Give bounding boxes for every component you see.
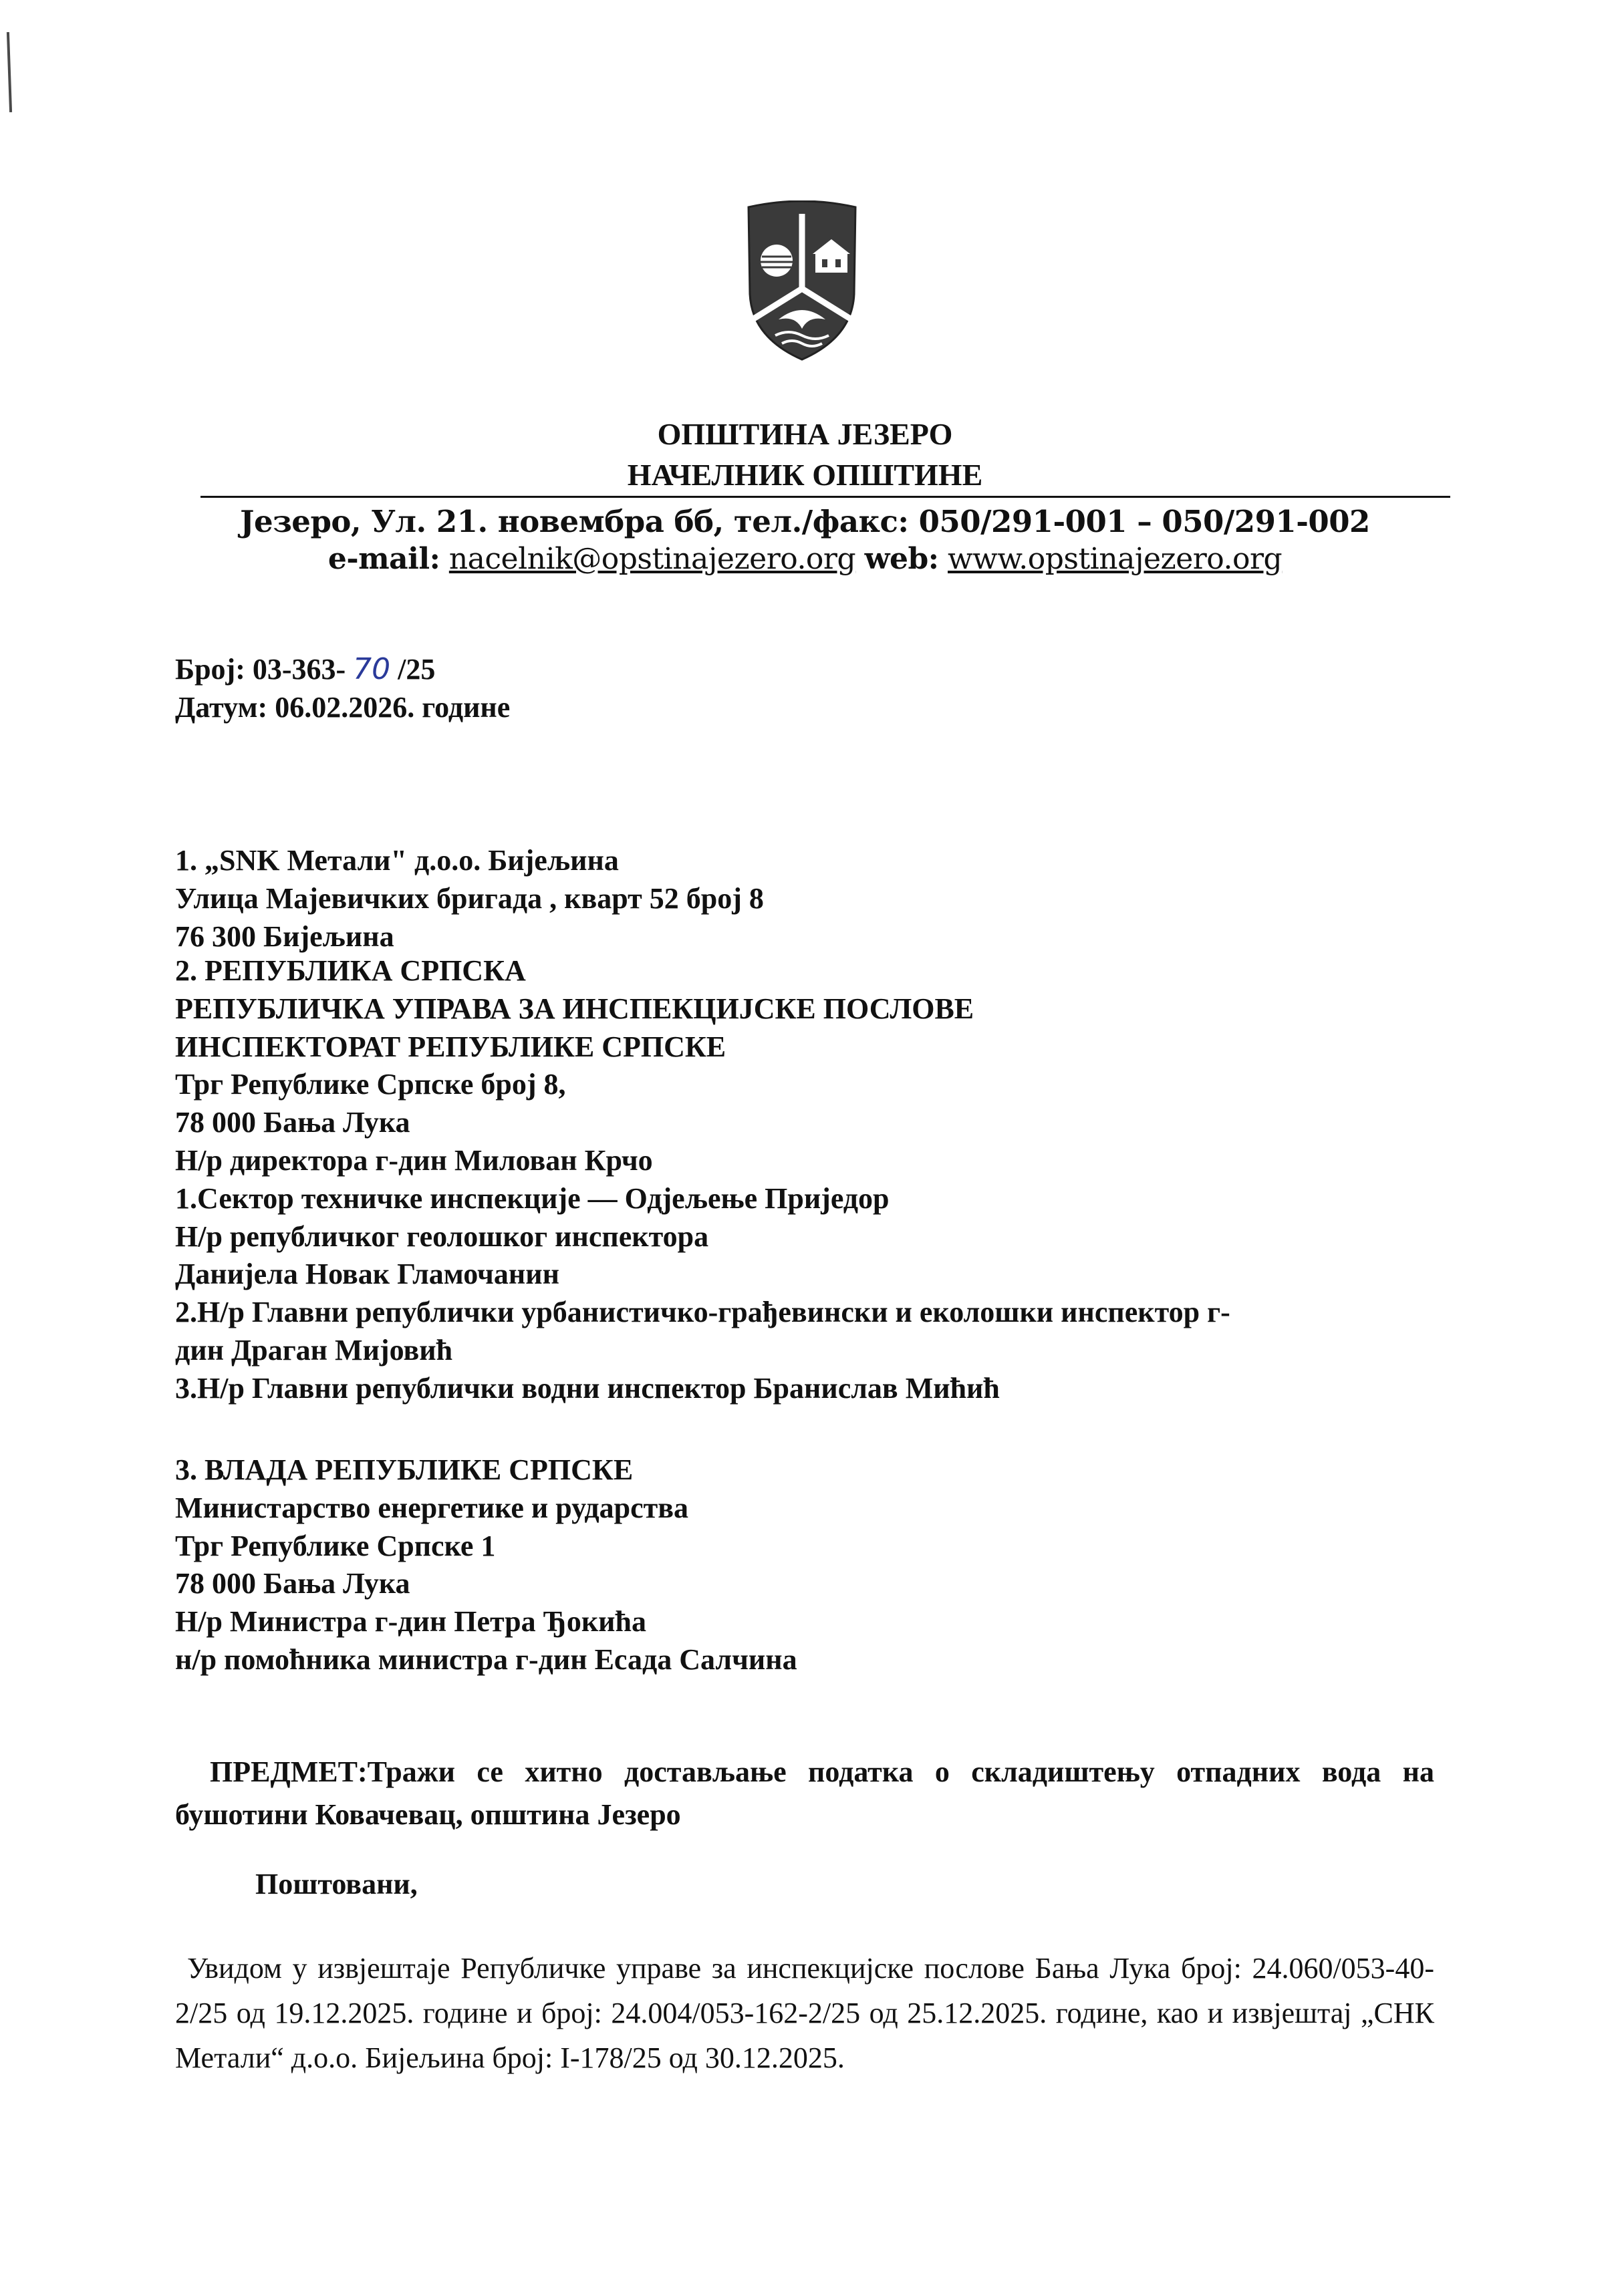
- recipient-line: 3. ВЛАДА РЕПУБЛИКЕ СРПСКЕ: [175, 1453, 634, 1486]
- reference-number-prefix: Број: 03-363-: [175, 653, 346, 686]
- recipient-block-3: [175, 1451, 797, 1679]
- recipient-line: 1.Сектор техничке инспекције — Одјељење Приједор: [175, 1181, 890, 1215]
- header-address: Језеро, Ул. 21. новембра бб, тел./факс: 050/291-001 – 050/291-002: [240, 504, 1370, 539]
- recipient-line: дин Драган Мијовић: [175, 1333, 453, 1367]
- recipient-line: Трг Републике Српске 1: [175, 1529, 496, 1562]
- reference-date: Датум: 06.02.2026. године: [175, 690, 511, 724]
- recipient-block-1: [175, 842, 764, 956]
- recipient-line: ИНСПЕКТОРАТ РЕПУБЛИКЕ СРПСКЕ: [175, 1030, 726, 1063]
- reference-number-suffix: /25: [398, 653, 436, 686]
- municipality-name: ОПШТИНА ЈЕЗЕРО: [657, 417, 953, 451]
- recipient-line: РЕПУБЛИЧКА УПРАВА ЗА ИНСПЕКЦИЈСКЕ ПОСЛОВЕ: [175, 992, 974, 1025]
- header-contacts: [0, 540, 1610, 579]
- body-paragraph: Увидом у извјештаје Републичке управе за инспекцијске послове Бања Лука број: 24.060/053-40-2/25 од 19.12.2025. године и број: 24.004/053-162-2/25 од 25.12.2025. године, као и извјештај „СНК Метали“ д.о.о. Бијељина број: I-178/25 од 30.12.2025.: [175, 1952, 1434, 2074]
- greeting: Поштовани,: [255, 1868, 418, 1900]
- reference-number: [175, 651, 510, 689]
- recipient-line: Н/р републичког геолошког инспектора: [175, 1219, 709, 1253]
- web-link[interactable]: www.opstinajezero.org: [948, 542, 1283, 576]
- web-label: web:: [864, 542, 939, 576]
- recipient-line: 2. РЕПУБЛИКА СРПСКА: [175, 954, 526, 987]
- recipient-line: Министарство енергетике и рударства: [175, 1491, 689, 1524]
- email-label: e-mail:: [327, 542, 440, 576]
- municipal-coat-of-arms-icon: [728, 200, 876, 364]
- scan-edge-mark: [7, 32, 12, 112]
- recipient-line: 1. „SNK Метали" д.о.о. Бијељина: [175, 844, 619, 877]
- subject-line: ПРЕДМЕТ:Тражи се хитно достављање податка о складиштењу отпадних вода на бушотини Ковачевац, општина Језеро: [175, 1755, 1434, 1831]
- recipient-line: н/р помоћника министра г-дин Есада Салчина: [175, 1642, 797, 1676]
- recipient-line: 2.Н/р Главни републички урбанистичко-грађевински и еколошки инспектор г-: [175, 1296, 1230, 1329]
- handwritten-number: 70: [353, 652, 391, 686]
- office-title: НАЧЕЛНИК ОПШТИНЕ: [627, 458, 983, 492]
- email-link[interactable]: nacelnik@opstinajezero.org: [448, 542, 856, 576]
- recipient-line: 78 000 Бања Лука: [175, 1106, 410, 1139]
- recipient-line: Улица Мајевичких бригада , кварт 52 број 8: [175, 881, 764, 915]
- recipient-line: Трг Републике Српске број 8,: [175, 1068, 566, 1101]
- recipient-line: Н/р Министра г-дин Петра Ђокића: [175, 1605, 646, 1638]
- recipient-line: 3.Н/р Главни републички водни инспектор Бранислав Мићић: [175, 1371, 1000, 1405]
- recipient-line: 78 000 Бања Лука: [175, 1567, 410, 1600]
- recipient-line: Н/р директора г-дин Милован Крчо: [175, 1143, 653, 1177]
- recipient-block-2: [175, 952, 1230, 1408]
- recipient-line: 76 300 Бијељина: [175, 919, 394, 953]
- reference-block: [175, 651, 510, 727]
- header-divider: [200, 496, 1450, 498]
- recipient-line: Данијела Новак Гламочанин: [175, 1258, 559, 1291]
